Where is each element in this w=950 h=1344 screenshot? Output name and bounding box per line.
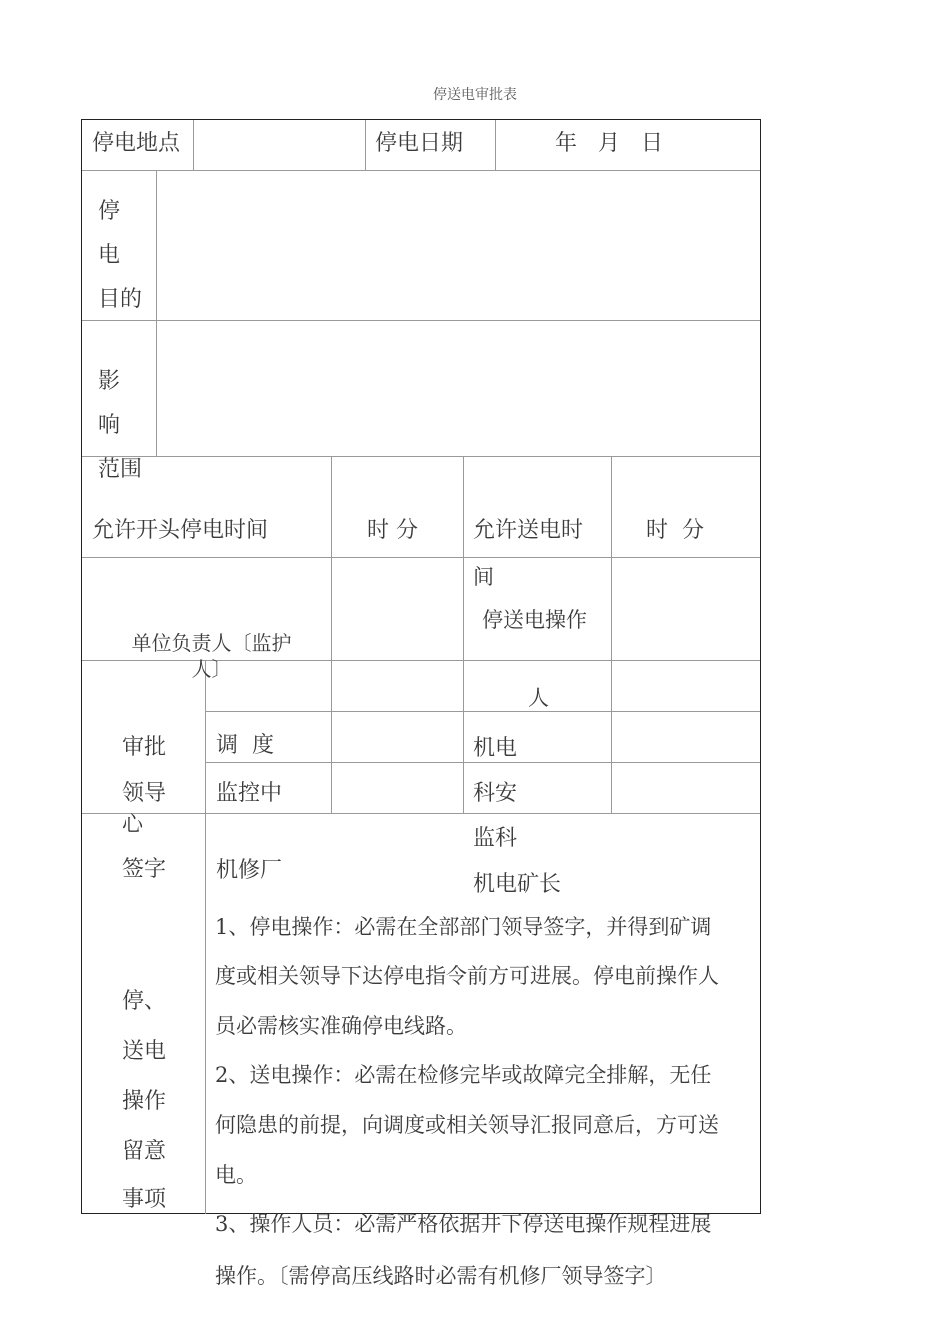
- purpose-label-3: 目的: [98, 287, 143, 312]
- approval-label-2: 领导: [122, 781, 167, 806]
- note-line: 度或相关领导下达停电指令前方可进展。停电前操作人: [215, 964, 719, 988]
- responsible-label: 单位负责人〔监护人〕: [131, 631, 292, 681]
- impact-label-2: 响: [98, 413, 121, 438]
- operator-label-cont: 人: [528, 686, 549, 710]
- grid-line: [495, 120, 496, 170]
- allow-send-label: 允许送电时: [473, 518, 584, 543]
- purpose-label-1: 停: [98, 199, 121, 224]
- allow-send-label-cont: 间: [473, 565, 494, 589]
- grid-line: [331, 457, 332, 813]
- note-line: 电。: [215, 1163, 257, 1187]
- impact-label-3: 范围: [98, 457, 143, 482]
- note-line: 操作。〔需停高压线路时必需有机修厂领导签字〕: [215, 1264, 667, 1288]
- notes-label-2: 送电: [122, 1039, 167, 1064]
- location-label: 停电地点: [92, 131, 181, 156]
- send-time-value: 时 分: [646, 518, 704, 543]
- grid-line: [82, 320, 760, 321]
- chief-label: 机电矿长: [473, 872, 562, 897]
- notes-label-3: 操作: [122, 1089, 167, 1114]
- approval-label-3: 心: [122, 812, 143, 836]
- grid-line: [205, 660, 206, 1214]
- grid-line: [611, 457, 612, 813]
- notes-label-4: 留意: [122, 1139, 167, 1164]
- grid-line: [82, 557, 760, 558]
- stop-time-value: 时 分: [367, 518, 418, 543]
- impact-label-1: 影: [98, 369, 121, 394]
- grid-line: [82, 813, 760, 814]
- operator-label: 停送电操作: [482, 608, 587, 632]
- note-line: 3、操作人员：必需严格依据井下停送电操作规程进展: [215, 1212, 712, 1236]
- monitor-center-label: 监控中: [216, 781, 283, 806]
- approval-label-1: 审批: [122, 735, 167, 760]
- dispatch-label: 调 度: [216, 733, 274, 758]
- date-label: 停电日期: [375, 131, 464, 156]
- grid-line: [156, 171, 157, 456]
- note-line: 员必需核实准确停电线路。: [215, 1014, 467, 1038]
- allow-stop-label: 允许开头停电时间: [92, 518, 269, 543]
- supervision-label: 监科: [473, 826, 518, 851]
- grid-line: [193, 120, 194, 170]
- note-line: 2、送电操作：必需在检修完毕或故障完全排解，无任: [215, 1063, 712, 1087]
- grid-line: [82, 456, 760, 457]
- form-title: 停送电审批表: [433, 87, 517, 103]
- grid-line: [463, 457, 464, 813]
- date-value: 年 月 日: [555, 131, 663, 156]
- safety-label: 科安: [473, 781, 518, 806]
- workshop-label: 机修厂: [216, 858, 283, 883]
- notes-label-1: 停、: [122, 989, 167, 1014]
- grid-line: [205, 711, 760, 712]
- electromech-label: 机电: [473, 736, 518, 761]
- grid-line: [365, 120, 366, 170]
- note-line: 何隐患的前提，向调度或相关领导汇报同意后，方可送: [215, 1113, 719, 1137]
- grid-line: [205, 762, 760, 763]
- note-line: 1、停电操作：必需在全部部门领导签字，并得到矿调: [215, 915, 712, 939]
- purpose-label-2: 电: [98, 243, 121, 268]
- notes-label-5: 事项: [122, 1187, 167, 1212]
- approval-label-4: 签字: [122, 857, 167, 882]
- grid-line: [82, 170, 760, 171]
